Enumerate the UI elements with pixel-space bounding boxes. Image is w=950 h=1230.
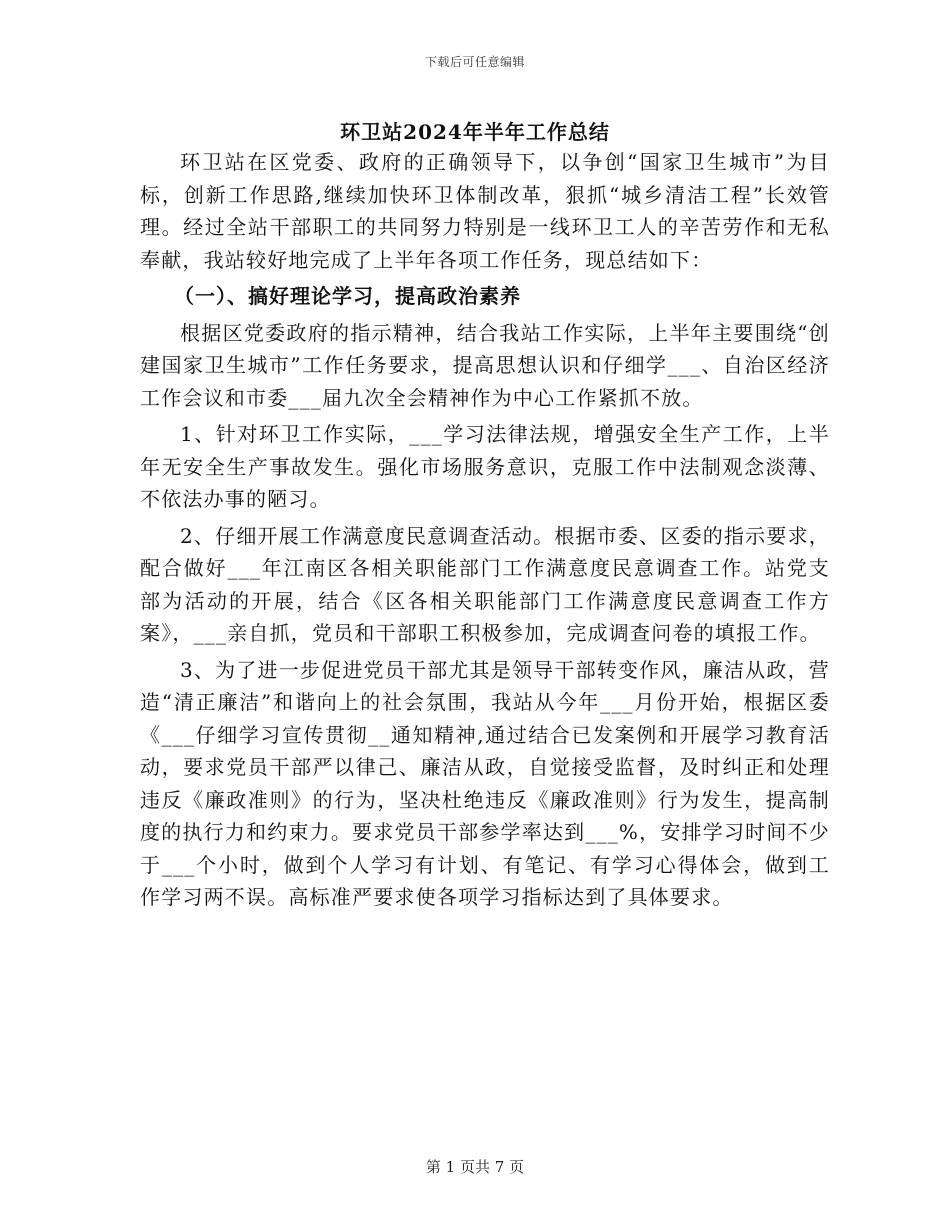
section-heading-1: （一）、搞好理论学习，提高政治素养 xyxy=(174,284,521,308)
page-indicator: 第 1 页共 7 页 xyxy=(425,1158,525,1176)
paragraph-3: 2、仔细开展工作满意度民意调查活动。根据市委、区委的指示要求，配合做好___年江南区各相关职能部门工作满意度民意调查工作。站党支部为活动的开展，结合《区各相关职能部门工作满意度民意调查工作方案》，___亲自抓，党员和干部职工积极参加，完成调查问卷的填报工作。 xyxy=(140,523,830,645)
document-body xyxy=(140,146,830,914)
paragraph-4: 3、为了进一步促进党员干部尤其是领导干部转变作风，廉洁从政，营造“清正廉洁”和谐向上的社会氛围，我站从今年___月份开始，根据区委《___仔细学习宣传贯彻__通知精神,通过结合已发案例和开展学习教育活动，要求党员干部严以律己、廉洁从政，自觉接受监督，及时纠正和处理违反《廉政准则》的行为，坚决杜绝违反《廉政准则》行为发生，提高制度的执行力和约束力。要求党员干部参学率达到___%，安排学习时间不少于___个小时，做到个人学习有计划、有笔记、有学习心得体会，做到工作学习两不误。高标准严要求使各项学习指标达到了具体要求。 xyxy=(140,657,830,909)
paragraph-1: 根据区党委政府的指示精神，结合我站工作实际，上半年主要围绕“创建国家卫生城市”工作任务要求，提高思想认识和仔细学___、自治区经济工作会议和市委___届九次全会精神作为中心工作紧抓不放。 xyxy=(140,320,830,410)
page-header-note: 下载后可任意编辑 xyxy=(424,55,525,69)
document-title: 环卫站2024年半年工作总结 xyxy=(340,120,610,144)
paragraph-intro: 环卫站在区党委、政府的正确领导下，以争创“国家卫生城市”为目标，创新工作思路,继续加快环卫体制改革，狠抓“城乡清洁工程”长效管理。经过全站干部职工的共同努力特别是一线环卫工人的辛苦劳作和无私奉献，我站较好地完成了上半年各项工作任务，现总结如下： xyxy=(140,150,830,272)
paragraph-2: 1、针对环卫工作实际，___学习法律法规，增强安全生产工作，上半年无安全生产事故发生。强化市场服务意识，克服工作中法制观念淡薄、不依法办事的陋习。 xyxy=(140,422,830,511)
